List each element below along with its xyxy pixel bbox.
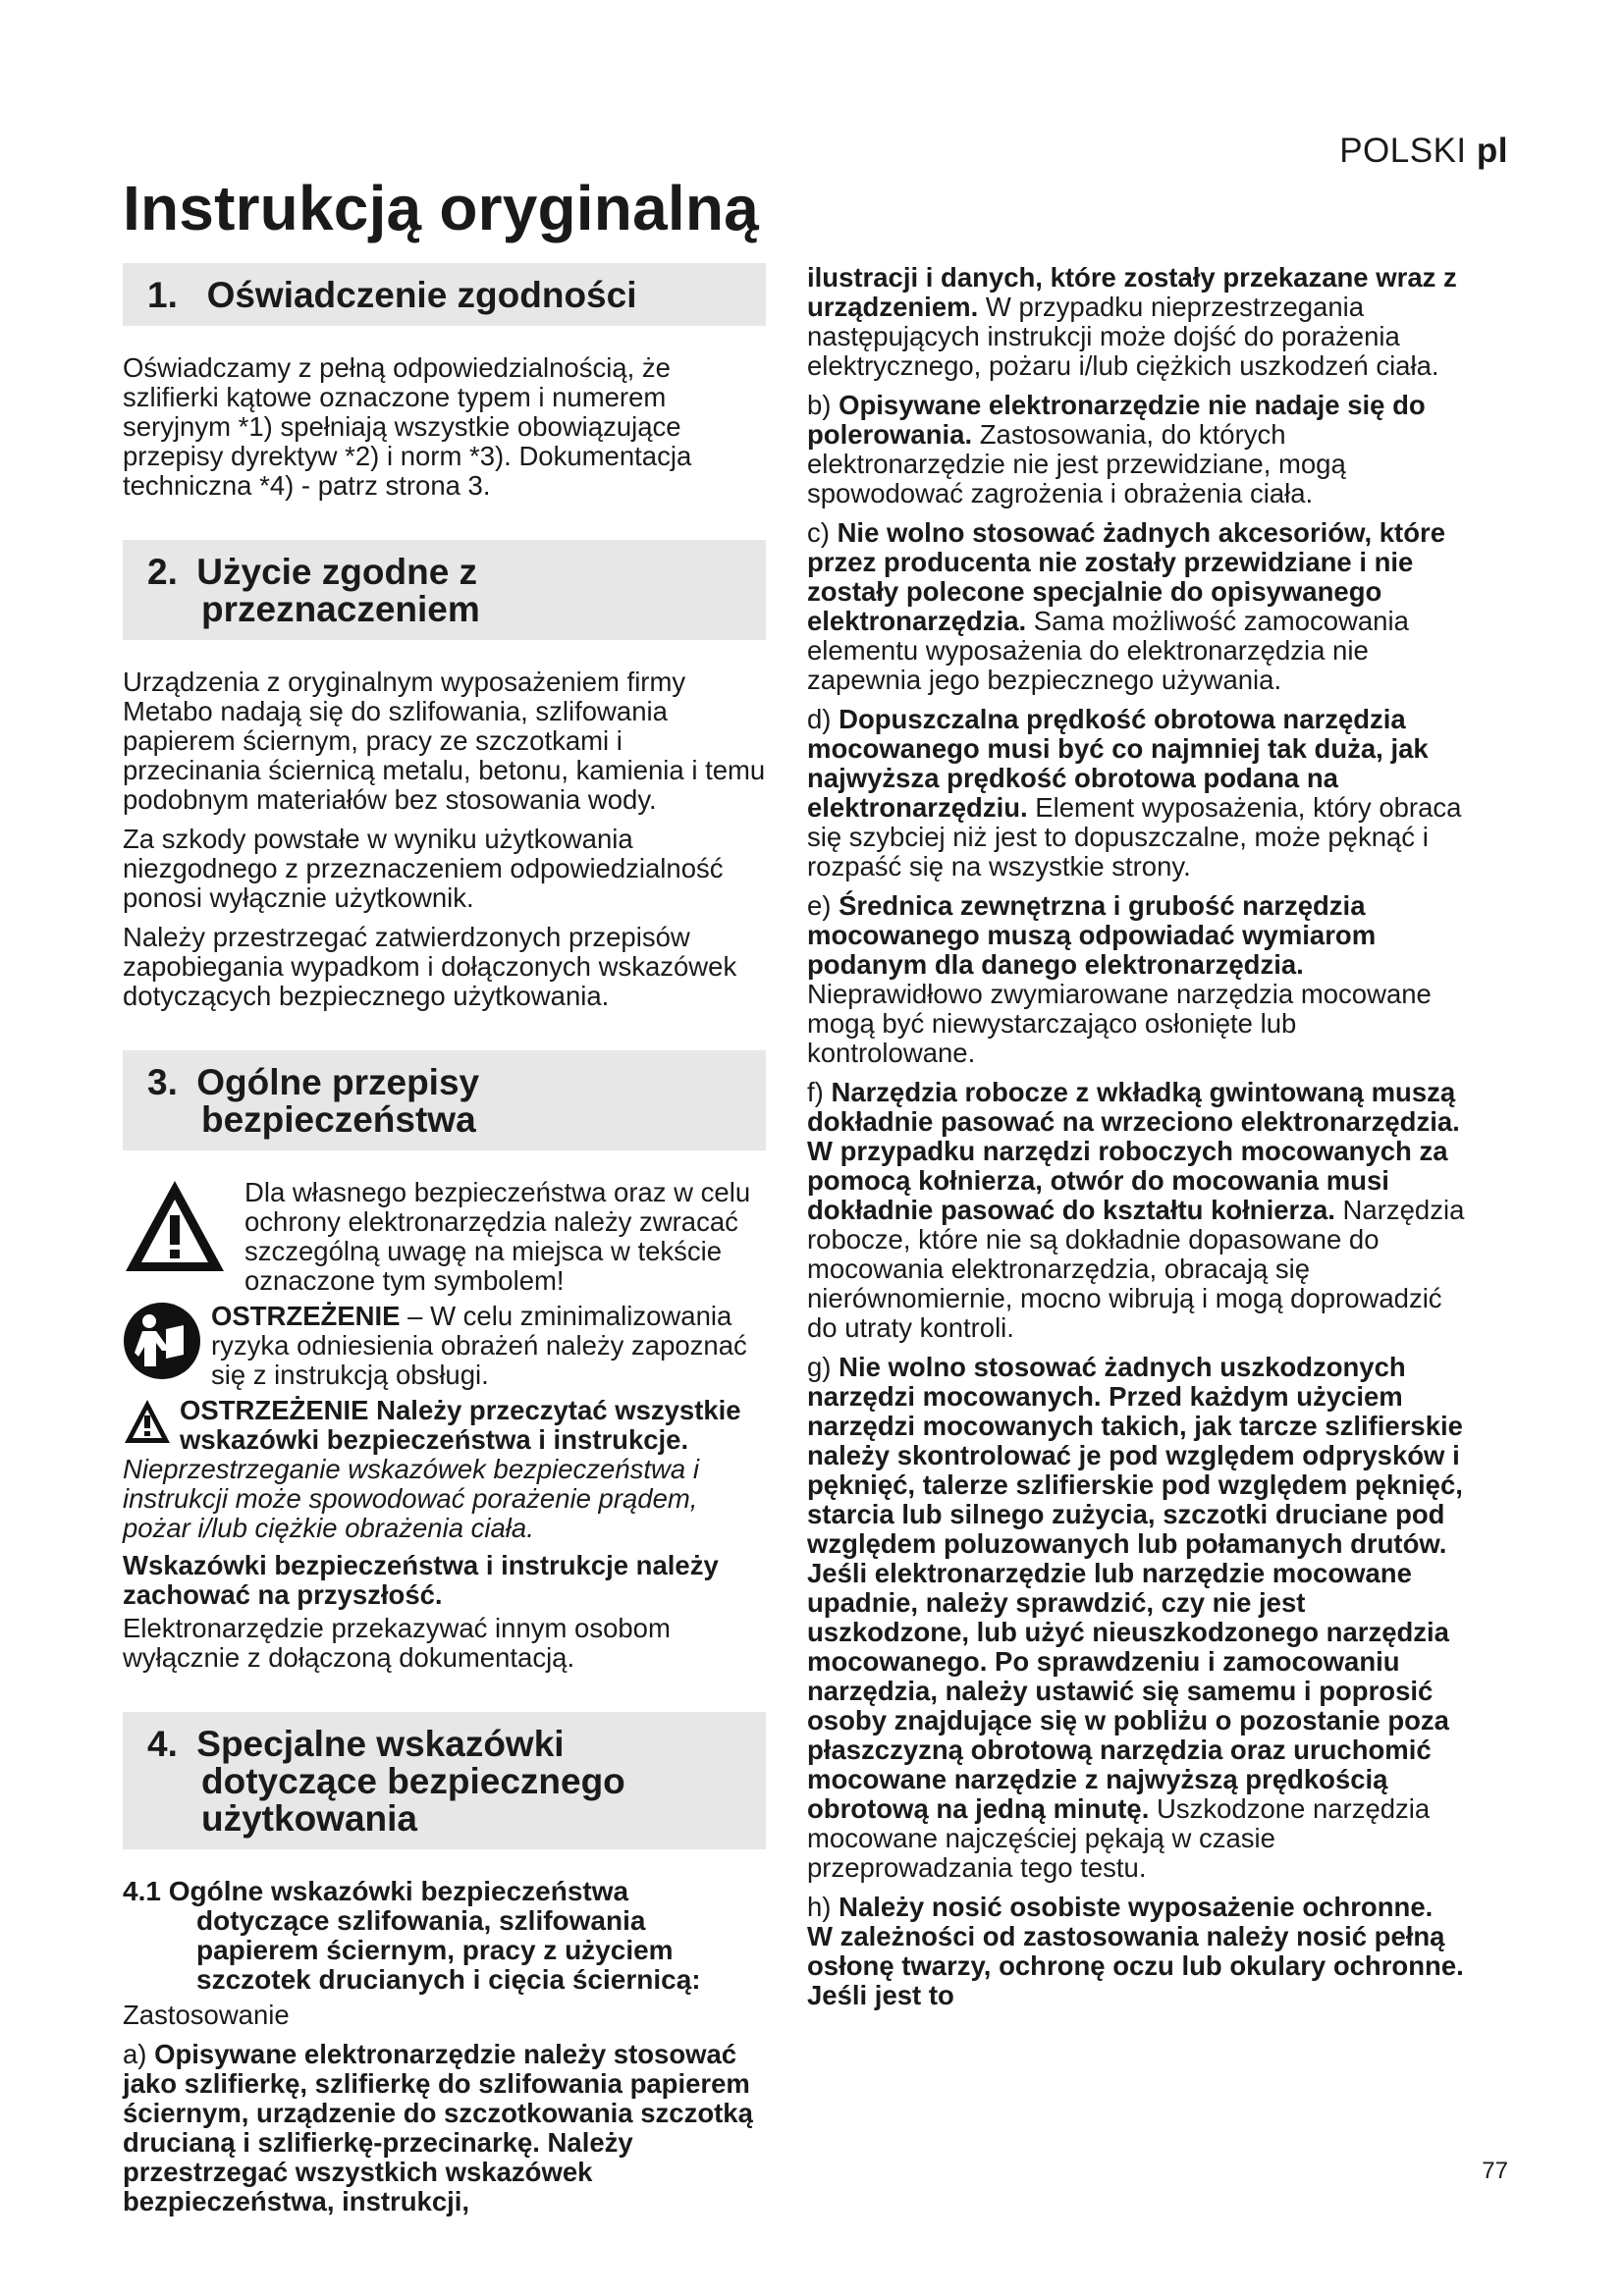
item-a xyxy=(123,2040,766,2216)
warning-symbol-note xyxy=(123,1178,766,1296)
item-g-text: Uszkodzone narzędzia mocowane najczęściej pękają w czasie przeprowadzania tego testu. xyxy=(807,1793,1431,1883)
item-h-bold: Należy nosić osobiste wyposażenie ochronne. W zależności od zastosowania należy nosić pełną osłonę twarzy, ochronę oczu lub okulary ochronne. Jeśli jest to xyxy=(807,1892,1464,2010)
keep-instructions xyxy=(123,1551,766,1610)
section-3-number: 3. xyxy=(147,1062,178,1102)
section-1-title: Oświadczenie zgodności xyxy=(206,275,637,315)
section-4-heading xyxy=(123,1712,766,1849)
item-b-text: Zastosowania, do których elektronarzędzie nie jest przewidziane, mogą spowodować zagrożenia i obrażenia ciała. xyxy=(807,419,1346,508)
read-manual-text xyxy=(211,1302,766,1390)
read-manual-icon xyxy=(123,1302,201,1385)
item-e-label: e) xyxy=(807,890,839,921)
item-d-label: d) xyxy=(807,704,839,734)
section-1-text: Oświadczamy z pełną odpowiedzialnością, że szlifierki kątowe oznaczone typem i numerem seryjnym *1) spełniają wszystkie obowiązujące przepisy dyrektyw *2) i norm *3). Dokumentacja techniczna *4) - patrz strona 3. xyxy=(123,352,692,501)
item-a-cont-bold: ilustracji i danych, które zostały przekazane wraz z urządzeniem. xyxy=(807,262,1457,322)
section-4-title-line3: użytkowania xyxy=(201,1798,417,1839)
item-h-label: h) xyxy=(807,1892,839,1922)
warning-symbol-text: Dla własnego bezpieczeństwa oraz w celu ochrony elektronarzędzia należy zwracać szczególną uwagę na miejsca w tekście oznaczone tym symbolem! xyxy=(244,1177,751,1296)
section-4-title-line1: Specjalne wskazówki xyxy=(196,1724,565,1764)
language-header xyxy=(1339,132,1508,171)
item-c-text: Sama możliwość zamocowania elementu wyposażenia do elektronarzędzia nie zapewnia jego bezpiecznego używania. xyxy=(807,606,1409,695)
item-f xyxy=(807,1078,1465,1343)
left-column xyxy=(123,263,766,2226)
subsection-4-1-number: 4.1 xyxy=(123,1876,161,1906)
item-a-label: a) xyxy=(123,2039,155,2069)
item-d xyxy=(807,705,1465,881)
page-number: 77 xyxy=(1482,2158,1508,2184)
item-f-bold: Narzędzia robocze z wkładką gwintowaną muszą dokładnie pasować na wrzeciono elektronarzędzia. W przypadku narzędzi roboczych mocowanych za pomocą kołnierza, otwór do mocowania musi dokładnie pasować do kształtu kołnierza. xyxy=(807,1077,1460,1225)
item-f-text: Narzędzia robocze, które nie są dokładnie dopasowane do mocowania elektronarzędzia, obracają się nierównomiernie, mocno wibrują i mogą doprowadzić do utraty kontroli. xyxy=(807,1195,1465,1343)
item-b-bold: Opisywane elektronarzędzie nie nadaje się do polerowania. xyxy=(807,390,1426,450)
section-2-paragraph-1: Urządzenia z oryginalnym wyposażeniem firmy Metabo nadają się do szlifowania, szlifowania papierem ściernym, pracy ze szczotkami i przecinania ściernicą metalu, betonu, kamienia i temu podobnym materiałów bez stosowania wody. xyxy=(123,667,766,815)
section-2-paragraph-3: Należy przestrzegać zatwierdzonych przepisów zapobiegania wypadkom i dołączonych wskazówek dotyczących bezpiecznego użytkowania. xyxy=(123,922,737,1011)
item-f-label: f) xyxy=(807,1077,832,1107)
item-e xyxy=(807,891,1465,1068)
warning-read-bold: OSTRZEŻENIE Należy przeczytać wszystkie wskazówki bezpieczeństwa i instrukcje. xyxy=(180,1395,741,1455)
read-manual-body: – W celu zminimalizowania ryzyka odniesienia obrażeń należy zapoznać się z instrukcją obsługi. xyxy=(211,1301,747,1390)
item-b xyxy=(807,391,1465,508)
item-b-label: b) xyxy=(807,390,839,420)
warning-read-instructions xyxy=(123,1396,766,1543)
subsection-4-1-line1: Ogólne wskazówki bezpieczeństwa xyxy=(168,1876,629,1906)
language-code: pl xyxy=(1476,132,1508,170)
subsection-application-label: Zastosowanie xyxy=(123,2000,290,2030)
subsection-4-1-heading xyxy=(123,1877,766,1995)
section-3-heading xyxy=(123,1050,766,1150)
read-manual-note xyxy=(123,1302,766,1390)
section-2-paragraph-2: Za szkody powstałe w wyniku użytkowania niezgodnego z przeznaczeniem odpowiedzialność ponosi wyłącznie użytkownik. xyxy=(123,824,724,913)
page-title: Instrukcją oryginalną xyxy=(123,173,759,243)
section-2-number: 2. xyxy=(147,552,178,592)
subsection-4-1-rest: dotyczące szlifowania, szlifowania papierem ściernym, pracy z użyciem szczotek drucianych i cięcia ściernicą: xyxy=(196,1905,701,1995)
handover-instructions: Elektronarzędzie przekazywać innym osobom wyłącznie z dołączoną dokumentacją. xyxy=(123,1613,671,1673)
warning-triangle-icon xyxy=(123,1178,227,1279)
item-g-bold: Nie wolno stosować żadnych uszkodzonych narzędzi mocowanych. Przed każdym użyciem narzędzi mocowanych takich, jak tarcze szlifierskie należy skontrolować je pod względem odprysków i pęknięć, talerze szlifierskie pod względem pęknięć, starcia lub silnego zużycia, szczotki druciane pod względem poluzowanych lub połamanych drutów. Jeśli elektronarzędzie lub narzędzie mocowane upadnie, należy sprawdzić, czy nie jest uszkodzone, lub użyć nieuszkodzonego narzędzia mocowanego. Po sprawdzeniu i zamocowaniu narzędzia, należy ustawić się samemu i poprosić osoby znajdujące się w pobliżu o pozostanie poza płaszczyzną obrotową narzędzia oraz uruchomić mocowane narzędzie z najwyższą prędkością obrotową na jedną minutę. xyxy=(807,1352,1463,1824)
item-e-bold: Średnica zewnętrzna i grubość narzędzia mocowanego muszą odpowiadać wymiarom podanym dla danego elektronarzędzia. xyxy=(807,890,1377,980)
section-1-number: 1. xyxy=(147,275,178,315)
item-e-text: Nieprawidłowo zwymiarowane narzędzia mocowane mogą być niewystarczająco osłonięte lub kontrolowane. xyxy=(807,979,1432,1068)
section-4-title-line2: dotyczące bezpiecznego xyxy=(201,1761,625,1801)
small-warning-triangle-icon xyxy=(123,1398,172,1451)
warning-read-italic: Nieprzestrzeganie wskazówek bezpieczeństwa i instrukcji może spowodować porażenie prądem, pożar i/lub ciężkie obrażenia ciała. xyxy=(123,1454,699,1543)
item-a-continued xyxy=(807,263,1465,381)
section-1-heading xyxy=(123,263,766,326)
language-label: POLSKI xyxy=(1339,132,1467,170)
section-2-title-line1: Użycie zgodne z xyxy=(196,552,478,592)
item-d-bold: Dopuszczalna prędkość obrotowa narzędzia mocowanego musi być co najmniej tak duża, jak najwyższa prędkość obrotowa podana na elektronarzędziu. xyxy=(807,704,1429,823)
item-a-cont-text: W przypadku nieprzestrzegania następujących instrukcji może dojść do porażenia elektrycznego, pożaru i/lub ciężkich uszkodzeń ciała. xyxy=(807,292,1439,381)
item-c-label: c) xyxy=(807,517,838,548)
section-4-number: 4. xyxy=(147,1724,178,1764)
item-c-bold: Nie wolno stosować żadnych akcesoriów, które przez producenta nie zostały przewidziane i nie zostały polecone specjalnie do opisywanego elektronarzędzia. xyxy=(807,517,1445,636)
read-manual-label: OSTRZEŻENIE xyxy=(211,1301,401,1331)
item-h xyxy=(807,1893,1465,2010)
right-column xyxy=(807,263,1465,2020)
item-g xyxy=(807,1353,1465,1883)
section-2-title-line2: przeznaczeniem xyxy=(201,589,480,629)
item-d-text: Element wyposażenia, który obraca się szybciej niż jest to dopuszczalne, może pęknąć i rozpaść się na wszystkie strony. xyxy=(807,792,1462,881)
item-g-label: g) xyxy=(807,1352,839,1382)
section-3-title-line2: bezpieczeństwa xyxy=(201,1099,476,1140)
keep-instructions-bold: Wskazówki bezpieczeństwa i instrukcje należy zachować na przyszłość. xyxy=(123,1550,719,1610)
section-2-heading xyxy=(123,540,766,640)
item-a-bold: Opisywane elektronarzędzie należy stosować jako szlifierkę, szlifierkę do szlifowania papierem ściernym, urządzenie do szczotkowania szczotką drucianą i szlifierkę-przecinarkę. Należy przestrzegać wszystkich wskazówek bezpieczeństwa, instrukcji, xyxy=(123,2039,753,2216)
item-c xyxy=(807,518,1465,695)
section-3-title-line1: Ogólne przepisy xyxy=(196,1062,480,1102)
